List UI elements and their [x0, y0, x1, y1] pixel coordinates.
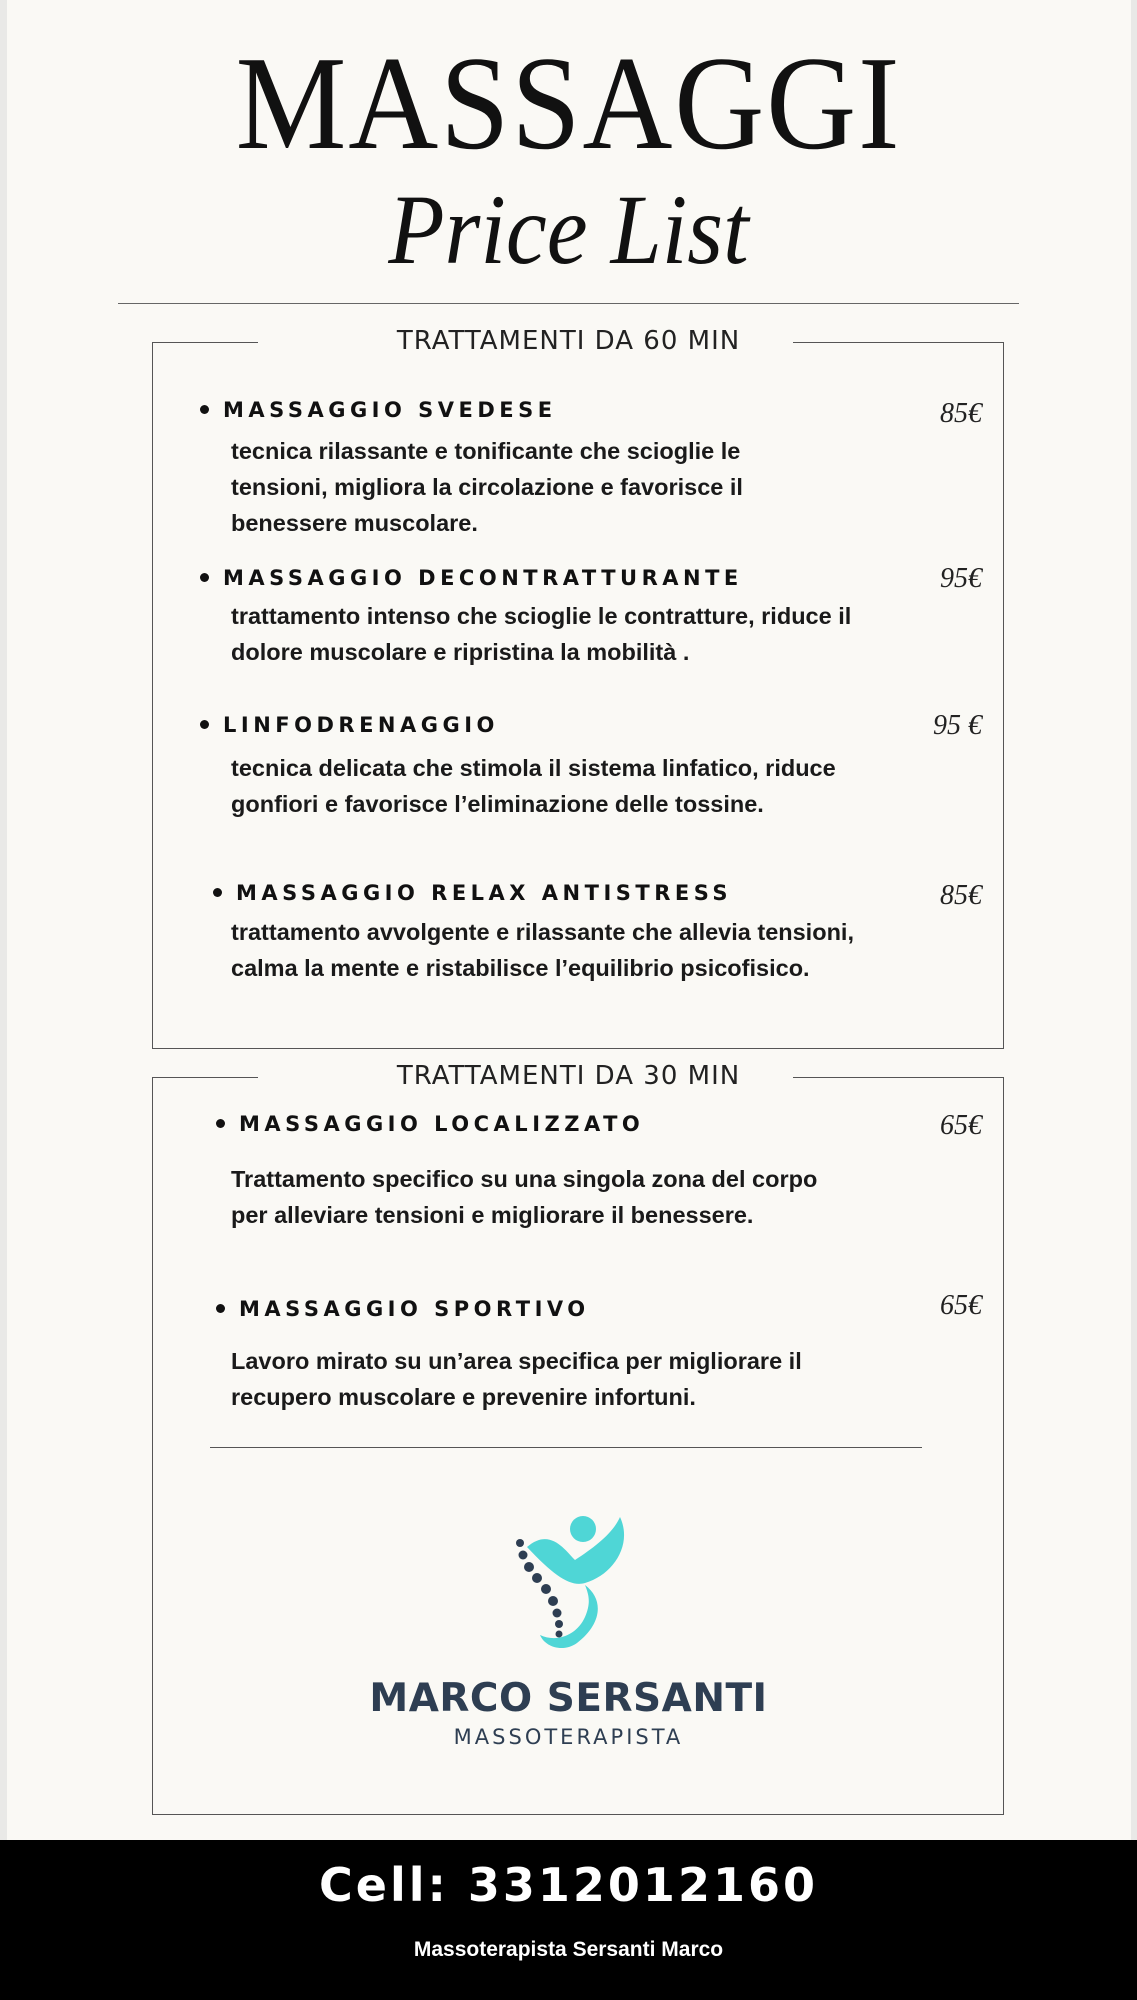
logo-divider [210, 1447, 922, 1448]
service-name: MASSAGGIO SPORTIVO [216, 1297, 590, 1321]
service-price: 95 € [933, 710, 982, 741]
phone-number[interactable]: Cell: 3312012160 [319, 1858, 818, 1912]
service-description: tecnica rilassante e tonificante che scioglie le tensioni, migliora la circolazione e favorisce il benessere muscolare. [231, 438, 743, 536]
bullet-icon [200, 720, 209, 729]
service-price: 85€ [940, 880, 982, 911]
service-name: MASSAGGIO SVEDESE [200, 398, 557, 422]
section-heading-30: TRATTAMENTI DA 30 MIN [396, 1061, 741, 1091]
section-heading-60: TRATTAMENTI DA 60 MIN [396, 326, 741, 356]
service-name: LINFODRENAGGIO [200, 713, 499, 737]
section-60-box-right [1003, 342, 1004, 1049]
page-subtitle: Price List [388, 174, 749, 285]
brand-role: MASSOTERAPISTA [453, 1725, 684, 1749]
footer-caption: Massoterapista Sersanti Marco [413, 1938, 724, 1961]
service-description: Lavoro mirato su un’area specifica per migliorare il recupero muscolare e prevenire infortuni. [231, 1348, 802, 1410]
section-30-box-bottom [152, 1814, 1004, 1815]
service-price: 65€ [940, 1290, 982, 1321]
bullet-icon [216, 1304, 225, 1313]
service-description: trattamento intenso che scioglie le contratture, riduce il dolore muscolare e ripristina la mobilità . [231, 603, 852, 665]
service-name: MASSAGGIO LOCALIZZATO [216, 1112, 644, 1136]
bullet-icon [216, 1119, 225, 1128]
service-description: trattamento avvolgente e rilassante che allevia tensioni, calma la mente e ristabilisce l’equilibrio psicofisico. [231, 919, 854, 981]
spine-figure-logo-icon [505, 1505, 635, 1655]
service-description: tecnica delicata che stimola il sistema linfatico, riduce gonfiori e favorisce l’eliminazione delle tossine. [231, 755, 836, 817]
service-name: MASSAGGIO RELAX ANTISTRESS [213, 881, 732, 905]
brand-name: MARCO SERSANTI [369, 1676, 768, 1721]
bullet-icon [213, 888, 222, 897]
service-price: 85€ [940, 398, 982, 429]
section-60-box-left [152, 342, 153, 1049]
service-price: 95€ [940, 563, 982, 594]
service-price: 65€ [940, 1110, 982, 1141]
section-60-box-bottom [152, 1048, 1004, 1049]
service-description: Trattamento specifico su una singola zona del corpo per alleviare tensioni e migliorare il benessere. [231, 1166, 818, 1228]
service-name: MASSAGGIO DECONTRATTURANTE [200, 566, 743, 590]
bullet-icon [200, 405, 209, 414]
bullet-icon [200, 573, 209, 582]
page-title: MASSAGGI [235, 29, 902, 177]
header-divider [118, 303, 1019, 304]
